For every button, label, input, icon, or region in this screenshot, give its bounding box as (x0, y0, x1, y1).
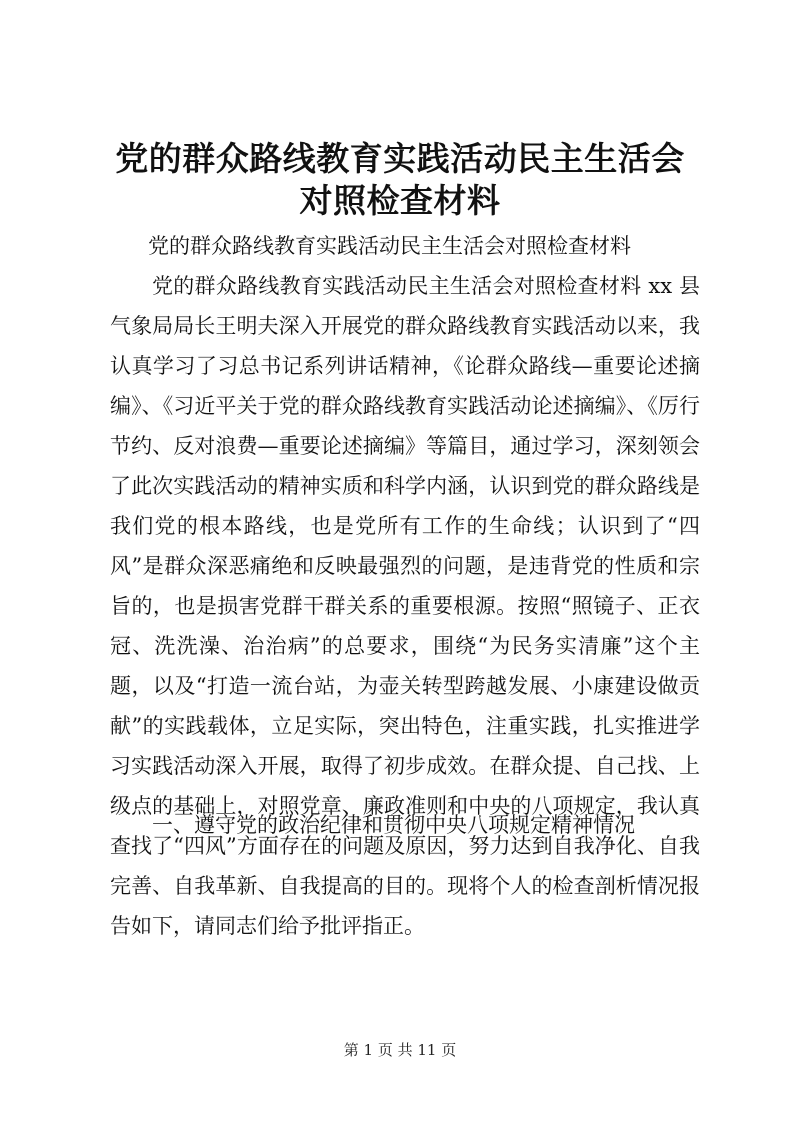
section-heading: 一、遵守党的政治纪律和贯彻中央八项规定精神情况 (152, 813, 635, 837)
page-number-footer: 第 1 页 共 11 页 (343, 1041, 457, 1059)
document-subtitle: 党的群众路线教育实践活动民主生活会对照检查材料 (148, 234, 631, 258)
body-paragraph: 党的群众路线教育实践活动民主生活会对照检查材料 xx 县气象局局长王明夫深入开展党的群众路线教育实践活动以来，我认真学习了习总书记系列讲话精神，《论群众路线—重要论述摘编》、《习近平关于党的群众路线教育实践活动论述摘编》、《厉行节约、反对浪费—重要论述摘编》等篇目，通过学习，深刻领会了此次实践活动的精神实质和科学内涵，认识到党的群众路线是我们党的根本路线，也是党所有工作的生命线；认识到了“四风”是群众深恶痛绝和反映最强烈的问题，是违背党的性质和宗旨的，也是损害党群干群关系的重要根源。按照“照镜子、正衣冠、洗洗澡、治治病”的总要求，围绕“为民务实清廉”这个主题，以及“打造一流台站，为壶关转型跨越发展、小康建设做贡献”的实践载体，立足实际，突出特色，注重实践，扎实推进学习实践活动深入开展，取得了初步成效。在群众提、自己找、上级点的基础上，对照党章、廉政准则和中央的八项规定，我认真查找了“四风”方面存在的问题及原因，努力达到自我净化、自我完善、自我革新、自我提高的目的。现将个人的检查剖析情况报告如下，请同志们给予批评指正。 (110, 274, 700, 938)
document-title: 党的群众路线教育实践活动民主生活会对照检查材料 (115, 139, 685, 220)
